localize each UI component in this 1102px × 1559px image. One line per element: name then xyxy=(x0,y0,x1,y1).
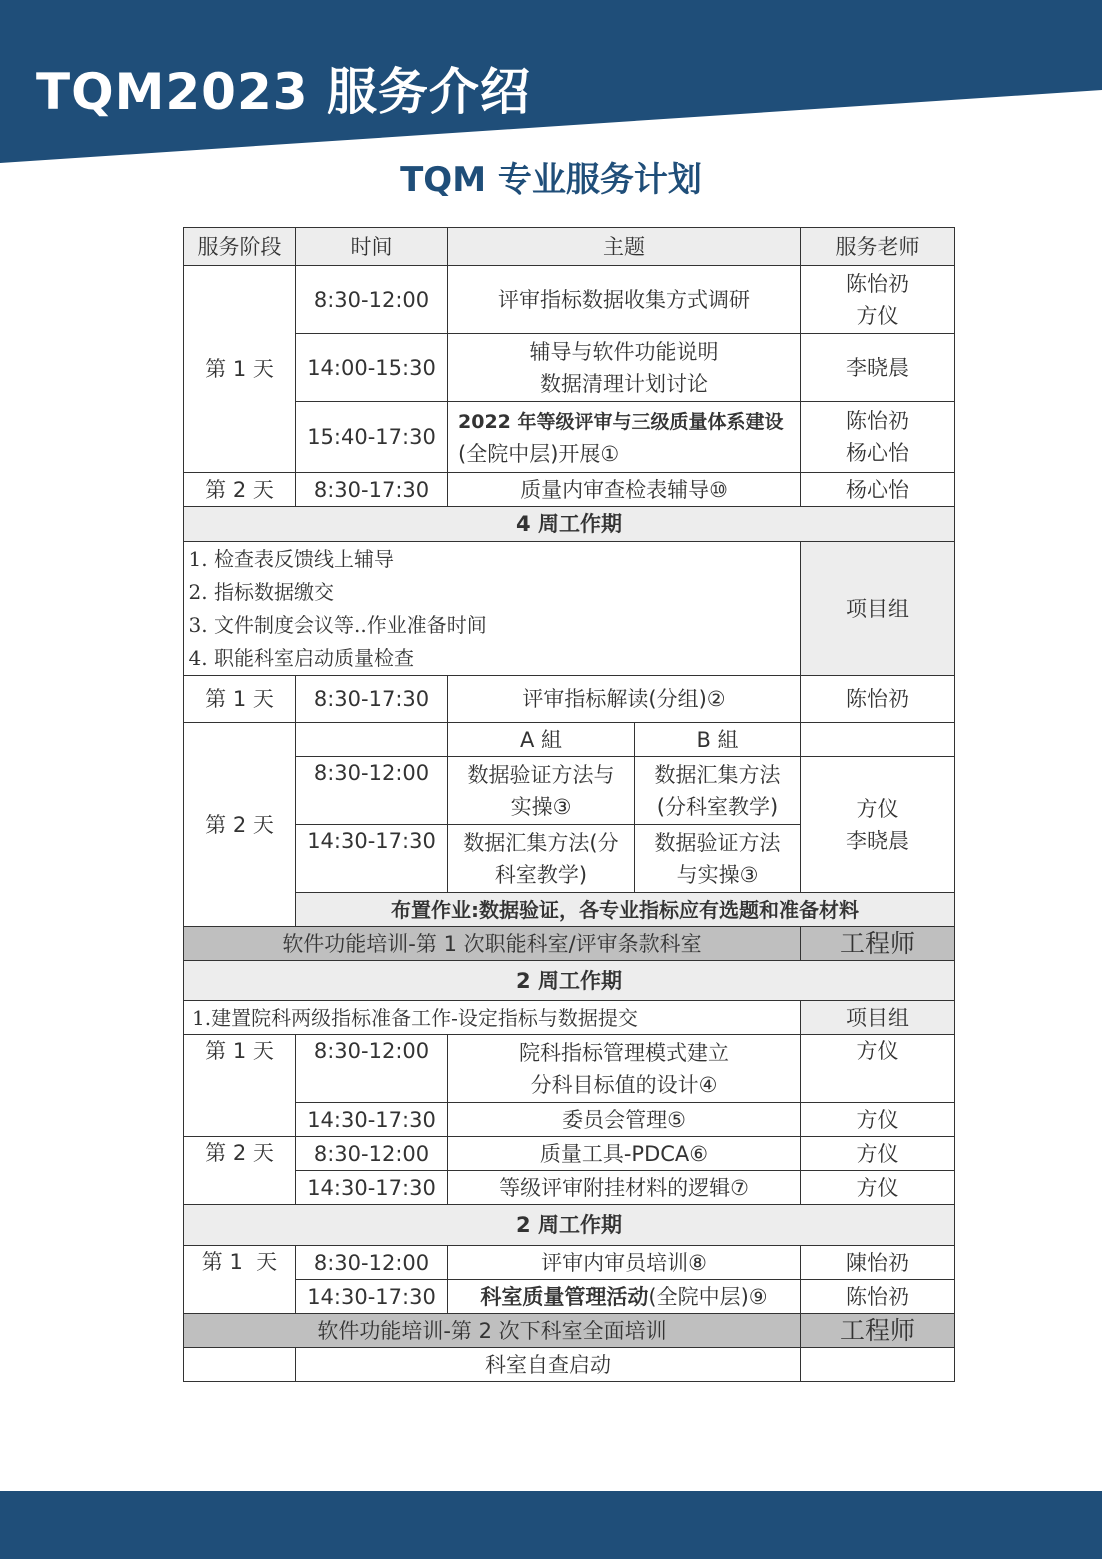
header-teacher: 服务老师 xyxy=(801,228,955,266)
topic-cell: 评审内审员培训⑧ xyxy=(448,1246,801,1280)
time-cell: 14:30-17:30 xyxy=(296,825,448,893)
time-cell: 8:30-12:00 xyxy=(296,1137,448,1171)
table-row xyxy=(184,757,955,825)
time-cell: 14:30-17:30 xyxy=(296,1280,448,1314)
teacher-cell: 方仪 xyxy=(801,1137,955,1171)
time-cell: 15:40-17:30 xyxy=(296,402,448,473)
period-label: 2 周工作期 xyxy=(184,961,955,1001)
time-cell: 8:30-12:00 xyxy=(296,1035,448,1103)
tasks-row xyxy=(184,542,955,676)
table-row xyxy=(184,1137,955,1171)
service-plan-table xyxy=(183,227,955,1382)
teacher-cell: 方仪 李晓晨 xyxy=(801,757,955,893)
topic-cell: 辅导与软件功能说明 数据清理计划讨论 xyxy=(448,334,801,402)
group-a-topic: 数据验证方法与 实操③ xyxy=(448,757,635,825)
teacher-cell: 陈怡礽 杨心怡 xyxy=(801,402,955,473)
table-row xyxy=(184,1103,955,1137)
teacher-cell: 方仪 xyxy=(801,1103,955,1137)
stage-cell: 第 1 天 xyxy=(184,676,296,723)
list-item: 3. 文件制度会议等..作业准备时间 xyxy=(214,609,796,642)
table-row xyxy=(184,1171,955,1205)
teacher-cell: 陳怡礽 xyxy=(801,1246,955,1280)
time-cell: 8:30-12:00 xyxy=(296,266,448,334)
topic-cell xyxy=(448,1280,801,1314)
header-topic: 主题 xyxy=(448,228,801,266)
teacher-cell: 陈怡礽 方仪 xyxy=(801,266,955,334)
training-topic: 软件功能培训-第 2 次下科室全面培训 xyxy=(184,1314,801,1348)
topic-cell: 委员会管理⑤ xyxy=(448,1103,801,1137)
training-teacher: 工程师 xyxy=(801,927,955,961)
topic-bold-text: 2022 年等级评审与三级质量体系建设 xyxy=(458,410,784,433)
empty-cell xyxy=(184,1348,296,1382)
table-row xyxy=(184,473,955,507)
group-b-label: B 組 xyxy=(635,723,801,757)
stage-cell: 第 1 天 xyxy=(184,1246,296,1314)
training-row xyxy=(184,927,955,961)
topic-cell: 质量工具-PDCA⑥ xyxy=(448,1137,801,1171)
task-list-cell xyxy=(184,542,801,676)
header-stage: 服务阶段 xyxy=(184,228,296,266)
topic-rest-text: (全院中层)⑨ xyxy=(648,1284,768,1309)
topic-cell: 质量内审查检表辅导⑩ xyxy=(448,473,801,507)
topic-bold-text: 科室质量管理活动 xyxy=(480,1284,649,1309)
topic-cell xyxy=(448,402,801,473)
list-item: 1. 检查表反馈线上辅导 xyxy=(214,543,796,576)
list-item: 2. 指标数据缴交 xyxy=(214,576,796,609)
teacher-cell: 方仪 xyxy=(801,1035,955,1103)
teacher-cell: 项目组 xyxy=(801,542,955,676)
empty-cell xyxy=(801,723,955,757)
time-cell: 14:30-17:30 xyxy=(296,1103,448,1137)
task-row xyxy=(184,1001,955,1035)
assignment-row xyxy=(184,893,955,927)
period-label: 2 周工作期 xyxy=(184,1205,955,1246)
topic-rest-text: (全院中层)开展① xyxy=(458,441,620,466)
table-row xyxy=(184,1035,955,1103)
group-b-topic: 数据验证方法 与实操③ xyxy=(635,825,801,893)
training-topic: 软件功能培训-第 1 次职能科室/评审条款科室 xyxy=(184,927,801,961)
empty-cell xyxy=(296,723,448,757)
table-header-row xyxy=(184,228,955,266)
assignment-text: 布置作业:数据验证，各专业指标应有选题和准备材料 xyxy=(296,893,955,927)
period-row xyxy=(184,961,955,1001)
teacher-cell: 方仪 xyxy=(801,1171,955,1205)
group-b-topic: 数据汇集方法 (分科室教学) xyxy=(635,757,801,825)
group-header-row xyxy=(184,723,955,757)
plan-title: TQM 专业服务计划 xyxy=(400,160,702,200)
header-time: 时间 xyxy=(296,228,448,266)
table-row xyxy=(184,1280,955,1314)
stage-cell: 第 1 天 xyxy=(184,266,296,473)
topic-cell: 评审指标解读(分组)② xyxy=(448,676,801,723)
period-row xyxy=(184,1205,955,1246)
group-a-topic: 数据汇集方法(分 科室教学) xyxy=(448,825,635,893)
time-cell: 8:30-12:00 xyxy=(296,1246,448,1280)
training-row xyxy=(184,1314,955,1348)
topic-cell: 科室自查启动 xyxy=(296,1348,801,1382)
time-cell: 14:00-15:30 xyxy=(296,334,448,402)
group-a-label: A 組 xyxy=(448,723,635,757)
table-row xyxy=(184,402,955,473)
table-row xyxy=(184,1246,955,1280)
table-row xyxy=(184,1348,955,1382)
time-cell: 8:30-17:30 xyxy=(296,676,448,723)
table-row xyxy=(184,676,955,723)
table-row xyxy=(184,334,955,402)
time-cell: 8:30-12:00 xyxy=(296,757,448,825)
teacher-cell: 李晓晨 xyxy=(801,334,955,402)
teacher-cell: 陈怡礽 xyxy=(801,676,955,723)
period-row xyxy=(184,507,955,542)
stage-cell: 第 2 天 xyxy=(184,473,296,507)
topic-cell: 评审指标数据收集方式调研 xyxy=(448,266,801,334)
stage-cell: 第 2 天 xyxy=(184,1137,296,1205)
period-label: 4 周工作期 xyxy=(184,507,955,542)
table-row xyxy=(184,266,955,334)
teacher-cell: 陈怡礽 xyxy=(801,1280,955,1314)
topic-cell: 院科指标管理模式建立 分科目标值的设计④ xyxy=(448,1035,801,1103)
list-item: 4. 职能科室启动质量检查 xyxy=(214,642,796,675)
task-topic: 1.建置院科两级指标准备工作-设定指标与数据提交 xyxy=(184,1001,801,1035)
task-list xyxy=(184,543,796,675)
stage-cell: 第 2 天 xyxy=(184,723,296,927)
teacher-cell: 项目组 xyxy=(801,1001,955,1035)
training-teacher: 工程师 xyxy=(801,1314,955,1348)
time-cell: 14:30-17:30 xyxy=(296,1171,448,1205)
empty-cell xyxy=(801,1348,955,1382)
time-cell: 8:30-17:30 xyxy=(296,473,448,507)
topic-cell: 等级评审附挂材料的逻辑⑦ xyxy=(448,1171,801,1205)
page-header-title: TQM2023 服务介绍 xyxy=(36,63,531,121)
teacher-cell: 杨心怡 xyxy=(801,473,955,507)
stage-cell: 第 1 天 xyxy=(184,1035,296,1137)
footer-band xyxy=(0,1491,1102,1559)
